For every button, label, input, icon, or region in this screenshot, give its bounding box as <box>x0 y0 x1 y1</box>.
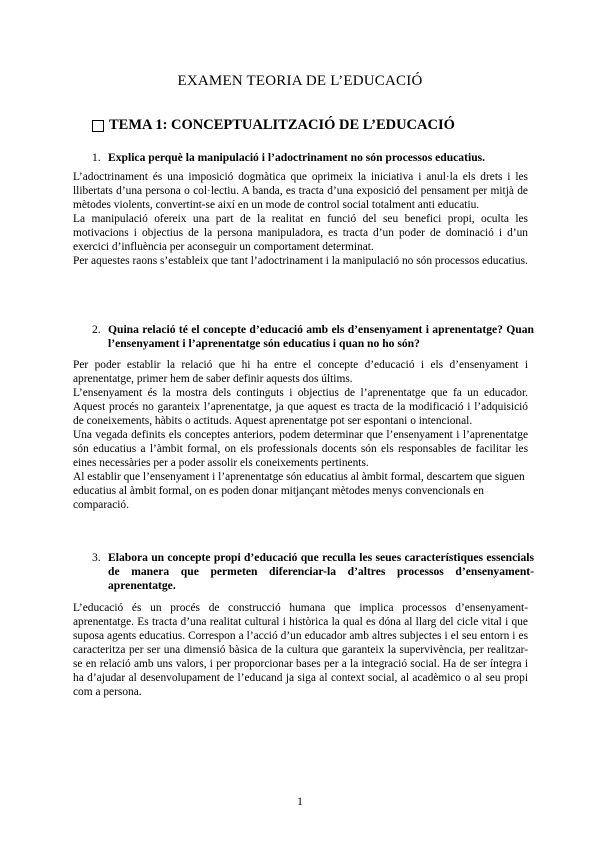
answer-2-paragraph-3: Una vegada definits els conceptes anteriors, podem determinar que l’ensenyament i l’aprenentatge són educatius a l’àmbit formal, on els professionals docents són els responsables de facilitar les eines necessàries per a poder assolir els coneixements pertinents. <box>73 429 528 469</box>
question-1 <box>92 151 534 165</box>
document-title: EXAMEN TEORIA DE L’EDUCACIÓ <box>177 73 423 89</box>
topic-heading-text: TEMA 1: CONCEPTUALITZACIÓ DE L’EDUCACIÓ <box>109 117 455 133</box>
question-1-text: Explica perquè la manipulació i l’adoctrinament no són processos educatius. <box>108 151 486 164</box>
answer-1-paragraph-3: Per aquestes raons s’estableix que tant l’adoctrinament i la manipulació no són processos educatius. <box>73 255 528 267</box>
answer-3 <box>73 601 528 699</box>
answer-1-paragraph-1: L’adoctrinament és una imposició dogmàtica que oprimeix la iniciativa i anul·la els drets i les llibertats d’una persona o col·lectiu. A banda, es tracta d’una exposició del pensament per mitjà de mètodes violents, convertint-se així en un mode de control social totalment anti educatiu. <box>73 171 528 211</box>
question-2-number: 2. <box>92 323 101 336</box>
answer-2-paragraph-4: Al establir que l’ensenyament i l’aprenentatge són educatius al àmbit formal, descartem que siguen educatius al àmbit formal, on es poden donar mitjançant mètodes menys convencionals en comparació. <box>73 471 525 511</box>
answer-2 <box>73 358 528 512</box>
checkbox-icon <box>92 120 104 132</box>
question-2-text: Quina relació té el concepte d’educació amb els d’ensenyament i aprenentatge? Quan l’ensenyament i l’aprenentatge són educatius i quan no ho són? <box>108 323 534 350</box>
question-3-text: Elabora un concepte propi d’educació que reculla les seues característiques essencials de manera que permeten diferenciar-la d’altres processos d’ensenyament-aprenentatge. <box>108 551 534 592</box>
answer-1-paragraph-2: La manipulació ofereix una part de la realitat en funció del seu benefici propi, oculta les motivacions i objectius de la persona manipuladora, es tracta d’un poder de dominació i d’un exercici d’influència per aconseguir un comportament determinat. <box>73 213 528 253</box>
answer-1 <box>73 170 528 268</box>
page-number: 1 <box>297 796 303 808</box>
question-1-number: 1. <box>92 151 101 164</box>
question-2 <box>92 323 534 351</box>
question-3-number: 3. <box>92 551 101 564</box>
answer-2-paragraph-1: Per poder establir la relació que hi ha entre el concepte d’educació i els d’ensenyament i aprenentatge, primer hem de saber definir aquests dos últims. <box>73 359 528 385</box>
answer-2-paragraph-2: L’ensenyament és la mostra dels continguts i objectius de l’aprenentatge que fa un educador. Aquest procés no garanteix l’aprenentatge, ja que aquest es tracta de la modificació i l’adquisició de coneixements, hàbits o actituds. Aquest aprenentatge pot ser espontani o intencional. <box>73 387 528 427</box>
topic-heading <box>92 117 455 134</box>
answer-3-paragraph-1: L’educació és un procés de construcció humana que implica processos d’ensenyament-aprenentatge. Es tracta d’una realitat cultural i històrica la qual es dóna al llarg del cicle vital i que suposa agents educatius. Correspon a l’acció d’un educador amb altres subjectes i el seu entorn i es caracteritza per ser una dimensió bàsica de la cultura que garanteix la supervivència, per realitzar-se en relació amb uns valors, i per proporcionar bases per a la integració social. Ha de ser íntegra i ha d’ajudar al desenvolupament de l’educand ja siga al context social, al acadèmico o al seu propi com a persona. <box>73 602 528 698</box>
question-3 <box>92 551 534 593</box>
